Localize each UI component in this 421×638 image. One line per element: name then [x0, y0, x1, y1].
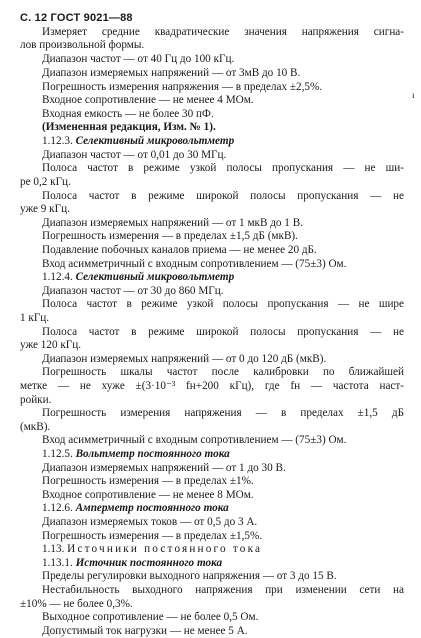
- text-line: Диапазон измеряемых напряжений — от 3мВ до 10 В.: [42, 67, 301, 79]
- text-line: лов произвольной формы.: [20, 39, 145, 51]
- text-line: 1.12.4. Селективный микровольтметр: [42, 271, 235, 283]
- text-line: ройки.: [20, 394, 52, 406]
- text-line: Входное сопротивление — не менее 8 МОм.: [42, 489, 254, 501]
- text-line: Диапазон измеряемых напряжений — от 1 до 30 В.: [42, 462, 286, 474]
- text-line: Погрешность шкалы частот после калибровки по ближайшей: [42, 366, 404, 378]
- text-line: уже 9 кГц.: [20, 203, 70, 215]
- text-line: Погрешность измерения — в пределах ±1,5%.: [42, 530, 263, 542]
- text-line: (мкВ).: [20, 421, 51, 433]
- text-line: 1.13. Источники постоянного тока: [42, 543, 263, 555]
- text-line: Измеряет средние квадратические значения напряжения сигна-: [42, 26, 404, 38]
- text-line: Погрешность измерения — в пределах ±1,5 дБ (мкВ).: [42, 230, 298, 242]
- text-line: ре 0,2 кГц.: [20, 176, 71, 188]
- text-line: Полоса частот в режиме широкой полосы пропускания — не: [42, 190, 404, 202]
- text-line: Диапазон измеряемых напряжений — от 0 до 120 дБ (мкВ).: [42, 353, 327, 365]
- text-line: Пределы регулировки выходного напряжения — от 3 до 15 В.: [42, 570, 337, 582]
- text-line: Полоса частот в режиме узкой полосы пропускания — не шире: [42, 298, 404, 310]
- text-line: 1.13.1. Источник постоянного тока: [42, 557, 223, 569]
- text-line: Диапазон измеряемых напряжений — от 1 мкВ до 1 В.: [42, 217, 303, 229]
- text-line: Подавление побочных каналов приема — не менее 20 дБ.: [42, 244, 317, 256]
- text-line: ±10% — не более 0,3%.: [20, 598, 133, 610]
- text-line: 1 кГц.: [20, 312, 50, 324]
- text-line: Диапазон измеряемых токов — от 0,5 до 3 А.: [42, 516, 258, 528]
- text-line: Погрешность измерения напряжения — в пределах ±2,5%.: [42, 81, 323, 93]
- text-line: 1.12.6. Амперметр постоянного тока: [42, 502, 229, 514]
- text-line: Нестабильность выходного напряжения при изменении сети на: [42, 584, 404, 596]
- text-line: Входное сопротивление — не менее 4 МОм.: [42, 94, 254, 106]
- text-line: Погрешность измерения напряжения — в пределах ±1,5 дБ: [42, 407, 404, 419]
- text-line: метке — не хуже ±(3·10⁻³ fн+200 кГц), где fн — частота наст-: [20, 380, 404, 392]
- text-line: 1.12.5. Вольтметр постоянного тока: [42, 448, 230, 460]
- text-line: Допустимый ток нагрузки — не менее 5 А.: [42, 625, 248, 637]
- text-line: 1.12.3. Селективный микровольтметр: [42, 135, 235, 147]
- text-line: Выходное сопротивление — не более 0,5 Ом.: [42, 611, 259, 623]
- text-line: Полоса частот в режиме широкой полосы пропускания — не: [42, 326, 404, 338]
- text-line: уже 120 кГц.: [20, 339, 82, 351]
- margin-mark: ı: [412, 90, 415, 100]
- text-line: Вход асимметричный с входным сопротивлением — (75±3) Ом.: [42, 258, 347, 270]
- text-line: Входная емкость — не более 30 пФ.: [42, 108, 214, 120]
- text-line: Диапазон частот — от 0,01 до 30 МГц.: [42, 149, 227, 161]
- text-line: (Измененная редакция, Изм. № 1).: [42, 121, 216, 133]
- text-line: Погрешность измерения — в пределах ±1%.: [42, 475, 254, 487]
- text-line: Вход асимметричный с входным сопротивлением — (75±3) Ом.: [42, 434, 347, 446]
- text-line: Диапазон частот — от 40 Гц до 100 кГц.: [42, 53, 235, 65]
- text-line: Диапазон частот — от 30 до 860 МГц.: [42, 285, 224, 297]
- text-line: Полоса частот в режиме узкой полосы пропускания — не ши-: [42, 162, 404, 174]
- page-header: С. 12 ГОСТ 9021—88: [20, 12, 133, 24]
